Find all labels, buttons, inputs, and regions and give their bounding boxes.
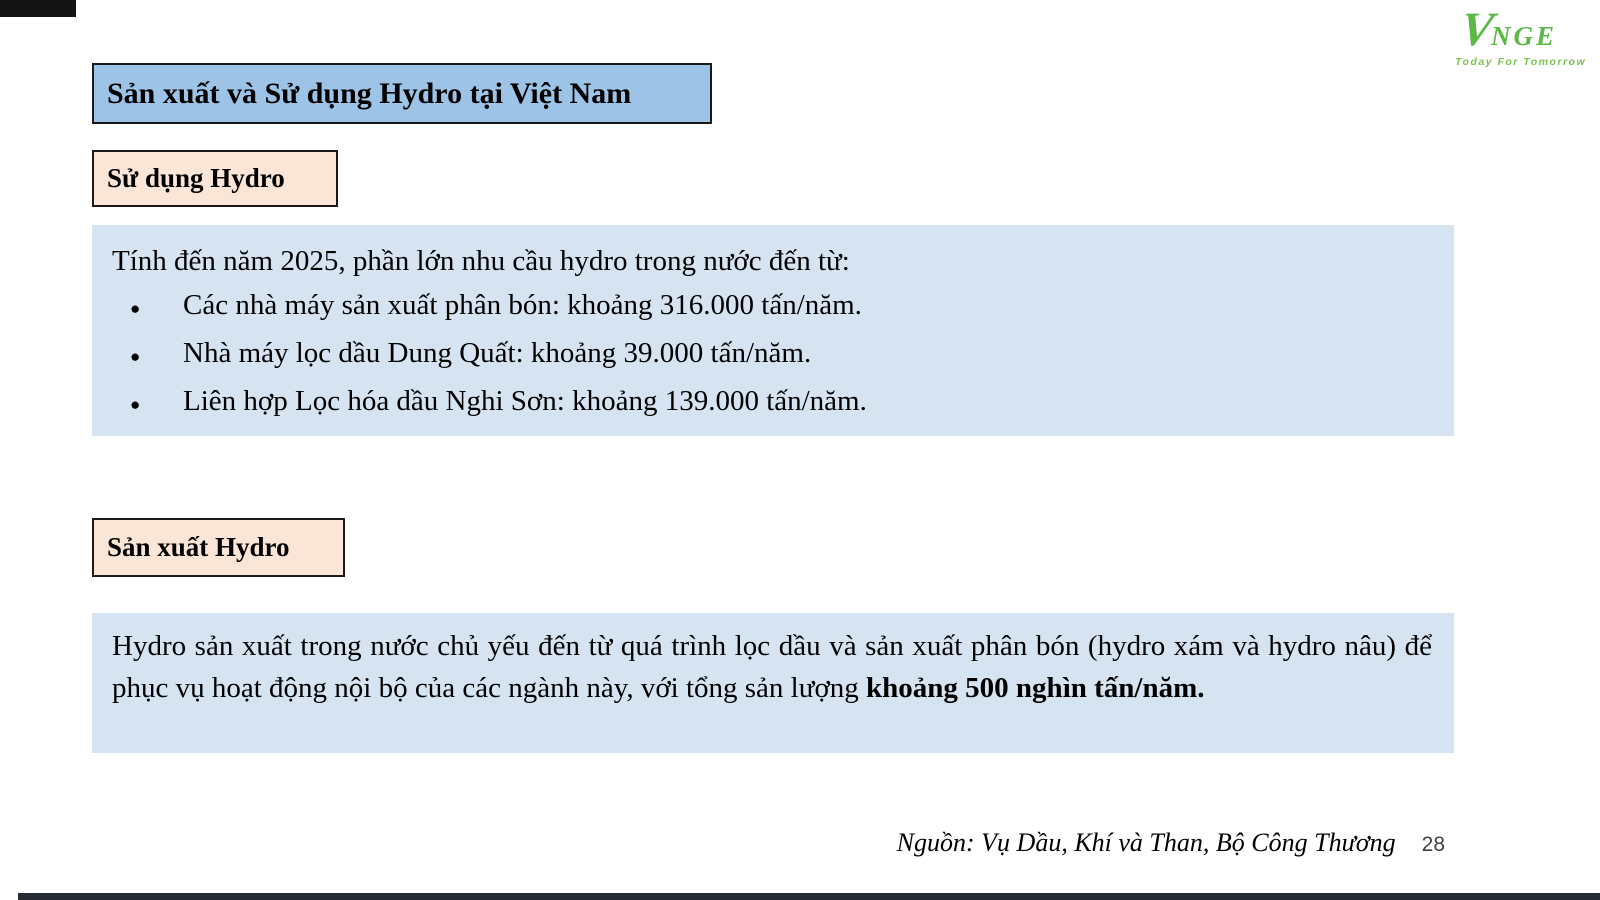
bullet-text: Nhà máy lọc dầu Dung Quất: khoảng 39.000 tấn/năm. bbox=[183, 337, 812, 369]
bullet-icon: ● bbox=[130, 347, 141, 366]
logo-letters: NGE bbox=[1490, 21, 1557, 51]
usage-section-header-box bbox=[92, 150, 338, 207]
bullet-text: Các nhà máy sản xuất phân bón: khoảng 316.000 tấn/năm. bbox=[183, 289, 862, 321]
page-number: 28 bbox=[1421, 833, 1445, 856]
usage-intro-text: Tính đến năm 2025, phần lớn nhu cầu hydro trong nước đến từ: bbox=[112, 245, 850, 277]
production-section-header: Sản xuất Hydro bbox=[107, 532, 290, 562]
vnge-logo bbox=[1455, 3, 1587, 68]
production-content-box bbox=[92, 613, 1454, 753]
logo-wordmark bbox=[1455, 3, 1565, 56]
production-section-header-box bbox=[92, 518, 345, 577]
logo-tagline: Today For Tomorrow bbox=[1455, 56, 1587, 68]
production-body-bold: khoảng 500 nghìn tấn/năm. bbox=[866, 672, 1205, 704]
production-body-regular: Hydro sản xuất trong nước chủ yếu đến từ quá trình lọc dầu và sản xuất phân bón (hydro xám và hydro nâu) để phục vụ hoạt động nội bộ của các ngành này, với tổng sản lượng bbox=[112, 630, 1432, 704]
bullet-icon: ● bbox=[130, 395, 141, 414]
source-citation: Nguồn: Vụ Dầu, Khí và Than, Bộ Công Thương bbox=[896, 828, 1396, 857]
top-left-corner-mark bbox=[0, 0, 76, 17]
production-body-text bbox=[112, 625, 1432, 709]
slide-footer bbox=[897, 828, 1445, 858]
list-item bbox=[112, 331, 1430, 379]
usage-section-header: Sử dụng Hydro bbox=[107, 163, 285, 193]
bullet-text: Liên hợp Lọc hóa dầu Nghi Sơn: khoảng 139.000 tấn/năm. bbox=[183, 385, 867, 417]
slide-title-box bbox=[92, 63, 712, 124]
bottom-bar bbox=[18, 893, 1600, 900]
slide-title: Sản xuất và Sử dụng Hydro tại Việt Nam bbox=[107, 76, 632, 110]
usage-bullet-list bbox=[112, 283, 1430, 427]
usage-content-box bbox=[92, 225, 1454, 436]
logo-v-swoosh-icon: V bbox=[1457, 3, 1497, 56]
list-item bbox=[112, 283, 1430, 331]
list-item bbox=[112, 379, 1430, 427]
bullet-icon: ● bbox=[130, 299, 141, 318]
